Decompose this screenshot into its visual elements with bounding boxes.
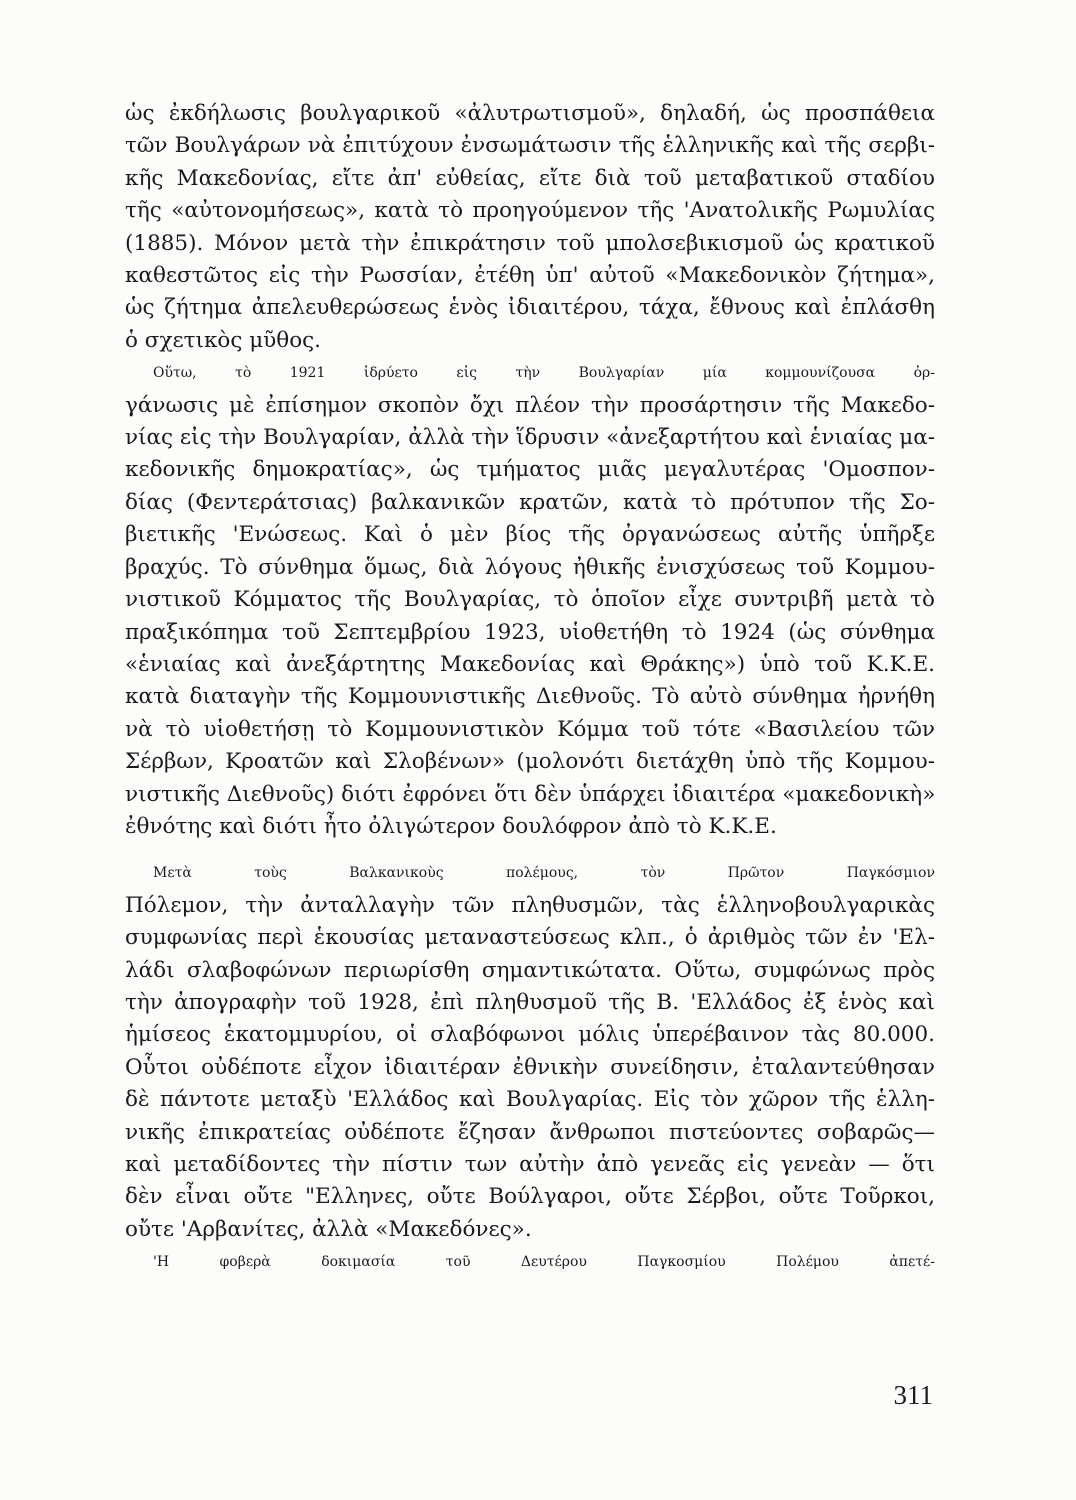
text-line: δὲν εἶναι οὔτε "Ελληνες, οὔτε Βούλγαροι, οὔτε Σέρβοι, οὔτε Τοῦρκοι, — [125, 1184, 935, 1210]
text-line: νιστικοῦ Κόμματος τῆς Βουλγαρίας, τὸ ὁποῖον εἶχε συντριβῆ μετὰ τὸ — [125, 587, 935, 613]
text-line: νιστικῆς Διεθνοῦς) διότι ἐφρόνει ὅτι δὲν ὑπάρχει ἰδιαιτέρα «μακεδονικὴ» — [125, 781, 936, 807]
text-line: νικῆς ἐπικρατείας οὐδέποτε ἔζησαν ἄνθρωποι πιστεύοντες σοβαρῶς— — [125, 1119, 935, 1145]
text-line: 'Η φοβερὰ δοκιμασία τοῦ Δευτέρου Παγκοσμίου Πολέμου ἀπετέ- — [153, 1254, 935, 1271]
text-line: νὰ τὸ υἱοθετήσῃ τὸ Κομμουνιστικὸν Κόμμα τοῦ τότε «Βασιλείου τῶν — [125, 716, 935, 742]
text-line: καθεστῶτος εἰς τὴν Ρωσσίαν, ἐτέθη ὑπ' αὐτοῦ «Μακεδονικὸν ζήτημα», — [125, 263, 935, 289]
page-number: 311 — [893, 1380, 933, 1410]
text-line: ὡς ἐκδήλωσις βουλγαρικοῦ «ἀλυτρωτισμοῦ», δηλαδή, ὡς προσπάθεια — [125, 101, 935, 126]
paragraph — [125, 357, 935, 843]
text-line: νίας εἰς τὴν Βουλγαρίαν, ἀλλὰ τὴν ἵδρυσιν «ἀνεξαρτήτου καὶ ἑνιαίας μα- — [125, 425, 935, 451]
text-line: «ἑνιαίας καὶ ἀνεξάρτητης Μακεδονίας καὶ Θράκης») ὑπὸ τοῦ Κ.Κ.Ε. — [125, 651, 935, 677]
text-line: Οὗτοι οὐδέποτε εἶχον ἰδιαιτέραν ἐθνικὴν συνείδησιν, ἐταλαντεύθησαν — [125, 1054, 935, 1080]
paragraph — [125, 98, 935, 357]
text-line: Οὕτω, τὸ 1921 ἱδρύετο εἰς τὴν Βουλγαρίαν μία κομμουνίζουσα ὀρ- — [153, 365, 935, 382]
text-line: καὶ μεταδίδοντες τὴν πίστιν των αὐτὴν ἀπὸ γενεᾶς εἰς γενεὰν — ὅτι — [125, 1152, 935, 1177]
text-line: Μετὰ τοὺς Βαλκανικοὺς πολέμους, τὸν Πρῶτον Παγκόσμιον — [153, 865, 935, 882]
text-line: δίας (Φεντεράτσιας) βαλκανικῶν κρατῶν, κατὰ τὸ πρότυπον τῆς Σο- — [125, 489, 935, 515]
text-line: ἡμίσεος ἑκατομμυρίου, οἱ σλαβόφωνοι μόλις ὑπερέβαινον τὰς 80.000. — [125, 1022, 935, 1048]
text-line: τῆς «αὐτονομήσεως», κατὰ τὸ προηγούμενον τῆς 'Ανατολικῆς Ρωμυλίας — [125, 198, 935, 224]
body-text — [125, 98, 935, 1279]
text-line: οὔτε 'Αρβανίτες, ἀλλὰ «Μακεδόνες». — [125, 1216, 532, 1242]
text-line: κεδονικῆς δημοκρατίας», ὡς τμήματος μιᾶς μεγαλυτέρας 'Ομοσπον- — [125, 457, 935, 483]
text-line: γάνωσις μὲ ἐπίσημον σκοπὸν ὄχι πλέον τὴν προσάρτησιν τῆς Μακεδο- — [125, 392, 935, 418]
text-line: τὴν ἀπογραφὴν τοῦ 1928, ἐπὶ πληθυσμοῦ τῆς Β. 'Ελλάδος ἐξ ἑνὸς καὶ — [125, 989, 935, 1015]
paragraph — [125, 1246, 935, 1278]
paragraph-gap — [125, 843, 935, 857]
text-line: δὲ πάντοτε μεταξὺ 'Ελλάδος καὶ Βουλγαρίας. Εἰς τὸν χῶρον τῆς ἑλλη- — [125, 1087, 935, 1113]
text-line: κῆς Μακεδονίας, εἴτε ἀπ' εὐθείας, εἴτε διὰ τοῦ μεταβατικοῦ σταδίου — [125, 165, 935, 191]
text-line: πραξικόπημα τοῦ Σεπτεμβρίου 1923, υἱοθετήθη τὸ 1924 (ὡς σύνθημα — [125, 619, 935, 645]
text-line: Σέρβων, Κροατῶν καὶ Σλοβένων» (μολονότι διετάχθη ὑπὸ τῆς Κομμου- — [125, 749, 935, 775]
text-line: ὡς ζήτημα ἀπελευθερώσεως ἑνὸς ἰδιαιτέρου, τάχα, ἔθνους καὶ ἐπλάσθη — [125, 295, 935, 321]
text-line: τῶν Βουλγάρων νὰ ἐπιτύχουν ἐνσωμάτωσιν τῆς ἑλληνικῆς καὶ τῆς σερβι- — [125, 133, 935, 159]
text-line: κατὰ διαταγὴν τῆς Κομμουνιστικῆς Διεθνοῦς. Τὸ αὐτὸ σύνθημα ἠρνήθη — [125, 684, 935, 710]
text-line: ὁ σχετικὸς μῦθος. — [125, 327, 322, 353]
text-line: συμφωνίας περὶ ἑκουσίας μεταναστεύσεως κλπ., ὁ ἀριθμὸς τῶν ἐν 'Ελ- — [125, 925, 935, 951]
text-line: βιετικῆς 'Ενώσεως. Καὶ ὁ μὲν βίος τῆς ὀργανώσεως αὐτῆς ὑπῆρξε — [125, 522, 935, 548]
text-line: βραχύς. Τὸ σύνθημα ὅμως, διὰ λόγους ἠθικῆς ἐνισχύσεως τοῦ Κομμου- — [125, 554, 935, 580]
paragraph — [125, 857, 935, 1246]
text-line: λάδι σλαβοφώνων περιωρίσθη σημαντικώτατα. Οὕτω, συμφώνως πρὸς — [125, 957, 935, 983]
text-line: (1885). Μόνον μετὰ τὴν ἐπικράτησιν τοῦ μπολσεβικισμοῦ ὡς κρατικοῦ — [125, 230, 935, 256]
text-line: ἐθνότης καὶ διότι ἦτο ὀλιγώτερον δουλόφρον ἀπὸ τὸ Κ.Κ.Ε. — [125, 813, 777, 839]
text-line: Πόλεμον, τὴν ἀνταλλαγὴν τῶν πληθυσμῶν, τὰς ἑλληνοβουλγαρικὰς — [125, 892, 935, 918]
